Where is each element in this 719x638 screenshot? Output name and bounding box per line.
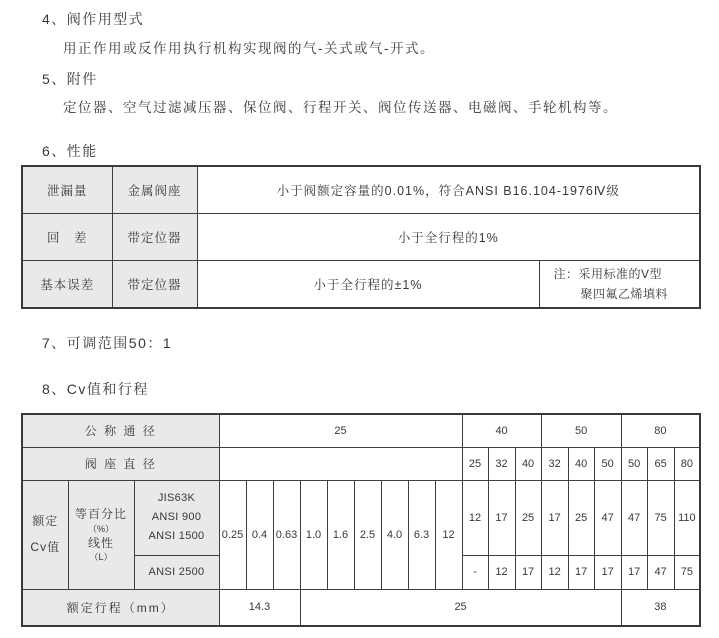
nominal-diameter-50: 50 <box>541 414 621 447</box>
cv-value-cell: 12 <box>462 480 488 555</box>
perf-row-basic-error <box>22 260 700 308</box>
cv-value-cell: 47 <box>594 480 621 555</box>
seat-diameter-value: 32 <box>488 447 515 480</box>
cv-value-cell: - <box>462 555 488 589</box>
flow-characteristic-label <box>68 480 134 589</box>
cv-row-seat-diameter <box>22 447 700 480</box>
cv-value-cell: 17 <box>488 480 515 555</box>
rated-cv-line2: Cv值 <box>30 540 61 554</box>
section-5-heading: 5、附件 <box>42 71 98 87</box>
cv-value-cell: 25 <box>515 480 541 555</box>
cv-value-cell: 12 <box>488 555 515 589</box>
cv-value-cell: 0.25 <box>219 480 246 589</box>
cv-value-cell: 25 <box>568 480 594 555</box>
rated-travel-value: 14.3 <box>219 589 300 626</box>
pressure-class-b-label: ANSI 2500 <box>134 555 219 589</box>
perf-row-leakage <box>22 166 700 213</box>
cv-travel-table <box>21 413 701 627</box>
cv-row-nominal-diameter <box>22 414 700 447</box>
cv-row-class-a <box>22 480 700 555</box>
rated-cv-label <box>22 480 68 589</box>
cv-value-cell: 47 <box>621 480 647 555</box>
rated-travel-value: 38 <box>621 589 700 626</box>
cv-value-cell: 12 <box>541 555 568 589</box>
cv-value-cell: 75 <box>647 480 674 555</box>
perf-value: 小于阀额定容量的0.01%，符合ANSI B16.104-1976Ⅳ级 <box>197 166 700 213</box>
cv-row-rated-travel <box>22 589 700 626</box>
nominal-diameter-80: 80 <box>621 414 700 447</box>
cv-value-cell: 110 <box>674 480 700 555</box>
cv-value-cell: 1.0 <box>300 480 327 589</box>
cv-value-cell: 6.3 <box>408 480 435 589</box>
perf-value: 小于全行程的±1% <box>197 260 539 308</box>
perf-value: 小于全行程的1% <box>197 213 700 260</box>
cv-value-cell: 75 <box>674 555 700 589</box>
performance-table <box>21 165 701 309</box>
perf-item-label: 回 差 <box>22 213 112 260</box>
rated-travel-label: 额定行程（mm） <box>22 589 219 626</box>
characteristic-line1: 等百分比 <box>74 507 127 522</box>
rated-cv-line1: 额定 <box>32 513 59 528</box>
cv-value-cell: 0.63 <box>273 480 300 589</box>
cv-value-cell: 17 <box>515 555 541 589</box>
section-6-heading: 6、性能 <box>42 143 98 159</box>
spacer <box>23 530 68 539</box>
seat-diameter-value: 65 <box>647 447 674 480</box>
cv-value-cell: 47 <box>647 555 674 589</box>
perf-note-line1: 注：采用标准的V型 <box>553 267 663 282</box>
characteristic-line3: 线性 <box>87 535 114 550</box>
seat-diameter-value: 40 <box>568 447 594 480</box>
seat-diameter-empty <box>219 447 462 480</box>
perf-condition-label: 金属阀座 <box>112 166 197 213</box>
perf-note <box>539 260 700 308</box>
perf-item-label: 泄漏量 <box>22 166 112 213</box>
section-7-heading: 7、可调范围50：1 <box>42 335 173 351</box>
nominal-diameter-label: 公 称 通 径 <box>22 414 219 447</box>
section-5-body: 定位器、空气过滤减压器、保位阀、行程开关、阀位传送器、电磁阀、手轮机构等。 <box>63 100 618 115</box>
characteristic-line4: （L） <box>89 551 113 562</box>
seat-diameter-value: 50 <box>621 447 647 480</box>
pressure-class-ansi1500: ANSI 1500 <box>148 529 205 542</box>
section-4-heading: 4、阀作用型式 <box>42 11 145 27</box>
seat-diameter-label: 阀 座 直 径 <box>22 447 219 480</box>
rated-travel-value: 25 <box>300 589 621 626</box>
perf-note-line2: 聚四氟乙烯填料 <box>580 287 669 302</box>
cv-value-cell: 17 <box>621 555 647 589</box>
characteristic-line2: （%） <box>87 523 114 534</box>
section-4-body: 用正作用或反作用执行机构实现阀的气-关式或气-开式。 <box>63 41 435 56</box>
seat-diameter-value: 50 <box>594 447 621 480</box>
pressure-class-jis63k: JIS63K <box>157 492 196 505</box>
nominal-diameter-40: 40 <box>462 414 541 447</box>
perf-row-hysteresis <box>22 213 700 260</box>
cv-value-cell: 0.4 <box>246 480 273 589</box>
perf-condition-label: 带定位器 <box>112 260 197 308</box>
cv-value-cell: 17 <box>568 555 594 589</box>
seat-diameter-value: 25 <box>462 447 488 480</box>
cv-value-cell: 1.6 <box>327 480 354 589</box>
cv-value-cell: 12 <box>435 480 462 589</box>
cv-value-cell: 4.0 <box>381 480 408 589</box>
perf-item-label: 基本误差 <box>22 260 112 308</box>
seat-diameter-value: 40 <box>515 447 541 480</box>
cv-value-cell: 17 <box>541 480 568 555</box>
section-8-heading: 8、Cv值和行程 <box>42 381 149 397</box>
pressure-class-a-label <box>134 480 219 555</box>
cv-value-cell: 17 <box>594 555 621 589</box>
pressure-class-ansi900: ANSI 900 <box>151 511 202 524</box>
perf-condition-label: 带定位器 <box>112 213 197 260</box>
seat-diameter-value: 80 <box>674 447 700 480</box>
seat-diameter-value: 32 <box>541 447 568 480</box>
nominal-diameter-25: 25 <box>219 414 462 447</box>
cv-value-cell: 2.5 <box>354 480 381 589</box>
